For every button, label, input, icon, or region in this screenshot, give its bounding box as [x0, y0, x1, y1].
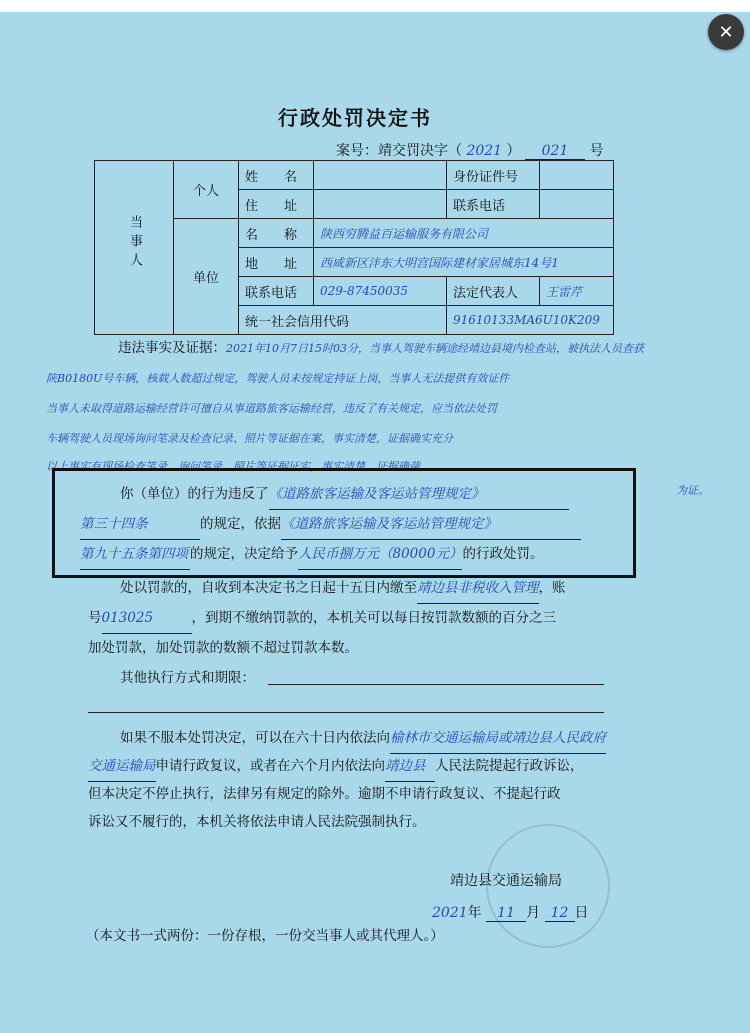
document-title: 行政处罚决定书	[278, 106, 432, 130]
other-line-2	[88, 712, 604, 713]
footer-note: （本文书一式两份：一份存根，一份交当事人或其代理人。）	[86, 928, 444, 944]
facts-block	[118, 334, 644, 363]
decision-line-2: 第三十四条 的规定，依据《道路旅客运输及客运站管理规定》	[80, 510, 581, 540]
violated-article: 第三十四条	[80, 510, 200, 540]
name-label: 姓 名	[239, 161, 314, 190]
appeal-agency: 榆林市交通运输局或靖边县人民政府	[390, 724, 606, 754]
credit-code-value: 91610133MA6U10K209	[447, 306, 614, 335]
case-year: 2021	[466, 143, 503, 159]
phone-label: 联系电话	[447, 190, 540, 219]
appeal-line-3: 但本决定不停止执行，法律另有规定的除外。逾期不申请行政复议、不提起行政	[88, 786, 561, 802]
unit-name-value: 陕西穷腾益百运输服务有限公司	[314, 219, 614, 248]
unit-address-label: 地 址	[239, 248, 314, 277]
unit-name-label: 名 称	[239, 219, 314, 248]
facts-label: 违法事实及证据：	[118, 340, 226, 356]
facts-line-3: 当事人未取得道路运输经营许可擅自从事道路旅客运输经营，违反了有关规定，应当依法处罚	[46, 402, 497, 415]
facts-line-5: 以上事实有现场检查笔录、询问笔录、照片等证据证实，事实清楚、证据确凿	[46, 460, 420, 473]
appeal-court: 靖边县	[385, 752, 435, 782]
unit-phone-label: 联系电话	[239, 277, 314, 306]
address-value	[314, 190, 447, 219]
unit-label: 单位	[174, 219, 239, 335]
payment-bank: 靖边县非税收入管理	[417, 574, 539, 604]
issuing-agency: 靖边县交通运输局	[450, 873, 562, 889]
penalty-amount: 人民币捌万元（80000元）	[298, 540, 462, 570]
case-number: 案号：靖交罚决字（ 2021 ） 021 号	[336, 143, 604, 159]
id-label: 身份证件号	[447, 161, 540, 190]
credit-code-label: 统一社会信用代码	[239, 306, 447, 335]
facts-line-4: 车辆驾驶人员现场询问笔录及检查记录、照片等证据在案，事实清楚，证据确实充分	[46, 432, 453, 445]
close-icon[interactable]: ✕	[708, 14, 744, 50]
issue-date: 2021年 11 月 12 日	[432, 905, 589, 921]
other-line-1	[268, 684, 604, 685]
appeal-line-2: 交通运输局申请行政复议，或者在六个月内依法向靖边县 人民法院提起行政诉讼，	[88, 752, 584, 782]
party-table	[94, 160, 614, 335]
appeal-agency-cont: 交通运输局	[88, 752, 156, 782]
facts-tail: 为证。	[676, 484, 709, 497]
appeal-line-1: 如果不服本处罚决定，可以在六十日内依法向榆林市交通运输局或靖边县人民政府	[120, 724, 606, 754]
unit-address-value: 西咸新区沣东大明宫国际建材家居城东14号1	[314, 248, 614, 277]
party-label: 当事人	[95, 161, 174, 335]
other-label: 其他执行方式和期限：	[120, 670, 255, 686]
paper-top-edge	[0, 0, 750, 12]
id-value	[540, 161, 614, 190]
individual-label: 个人	[174, 161, 239, 219]
payment-line-3: 加处罚款，加处罚款的数额不超过罚款本数。	[88, 640, 358, 656]
appeal-line-4: 诉讼又不履行的，本机关将依法申请人民法院强制执行。	[88, 814, 426, 830]
payment-account: 013025	[102, 604, 192, 634]
phone-value	[540, 190, 614, 219]
violated-law: 《道路旅客运输及客运站管理规定》	[269, 480, 569, 510]
basis-article: 第九十五条第四项	[80, 540, 190, 570]
unit-phone-value: 029-87450035	[314, 277, 447, 306]
basis-law: 《道路旅客运输及客运站管理规定》	[281, 510, 581, 540]
facts-line-1: 2021年10月7日15时03分，当事人驾驶车辆途经靖边县境内检查站，被执法人员查获	[226, 342, 644, 355]
case-number-value: 021	[525, 143, 585, 160]
decision-line-1: 你（单位）的行为违反了《道路旅客运输及客运站管理规定》	[120, 480, 569, 510]
name-value	[314, 161, 447, 190]
legal-rep-label: 法定代表人	[447, 277, 540, 306]
payment-line-1: 处以罚款的，自收到本决定书之日起十五日内缴至靖边县非税收入管理，账	[120, 574, 566, 604]
decision-line-3: 第九十五条第四项 的规定，决定给予人民币捌万元（80000元）的行政处罚。	[80, 540, 543, 570]
facts-line-2: 陕B0180U号车辆，核载人数超过规定，驾驶人员未按规定持证上岗，当事人无法提供有效证件	[46, 372, 510, 385]
address-label: 住 址	[239, 190, 314, 219]
legal-rep-value: 王雷芹	[540, 277, 614, 306]
payment-line-2: 号013025 ，到期不缴纳罚款的，本机关可以每日按罚款数额的百分之三	[88, 604, 556, 634]
